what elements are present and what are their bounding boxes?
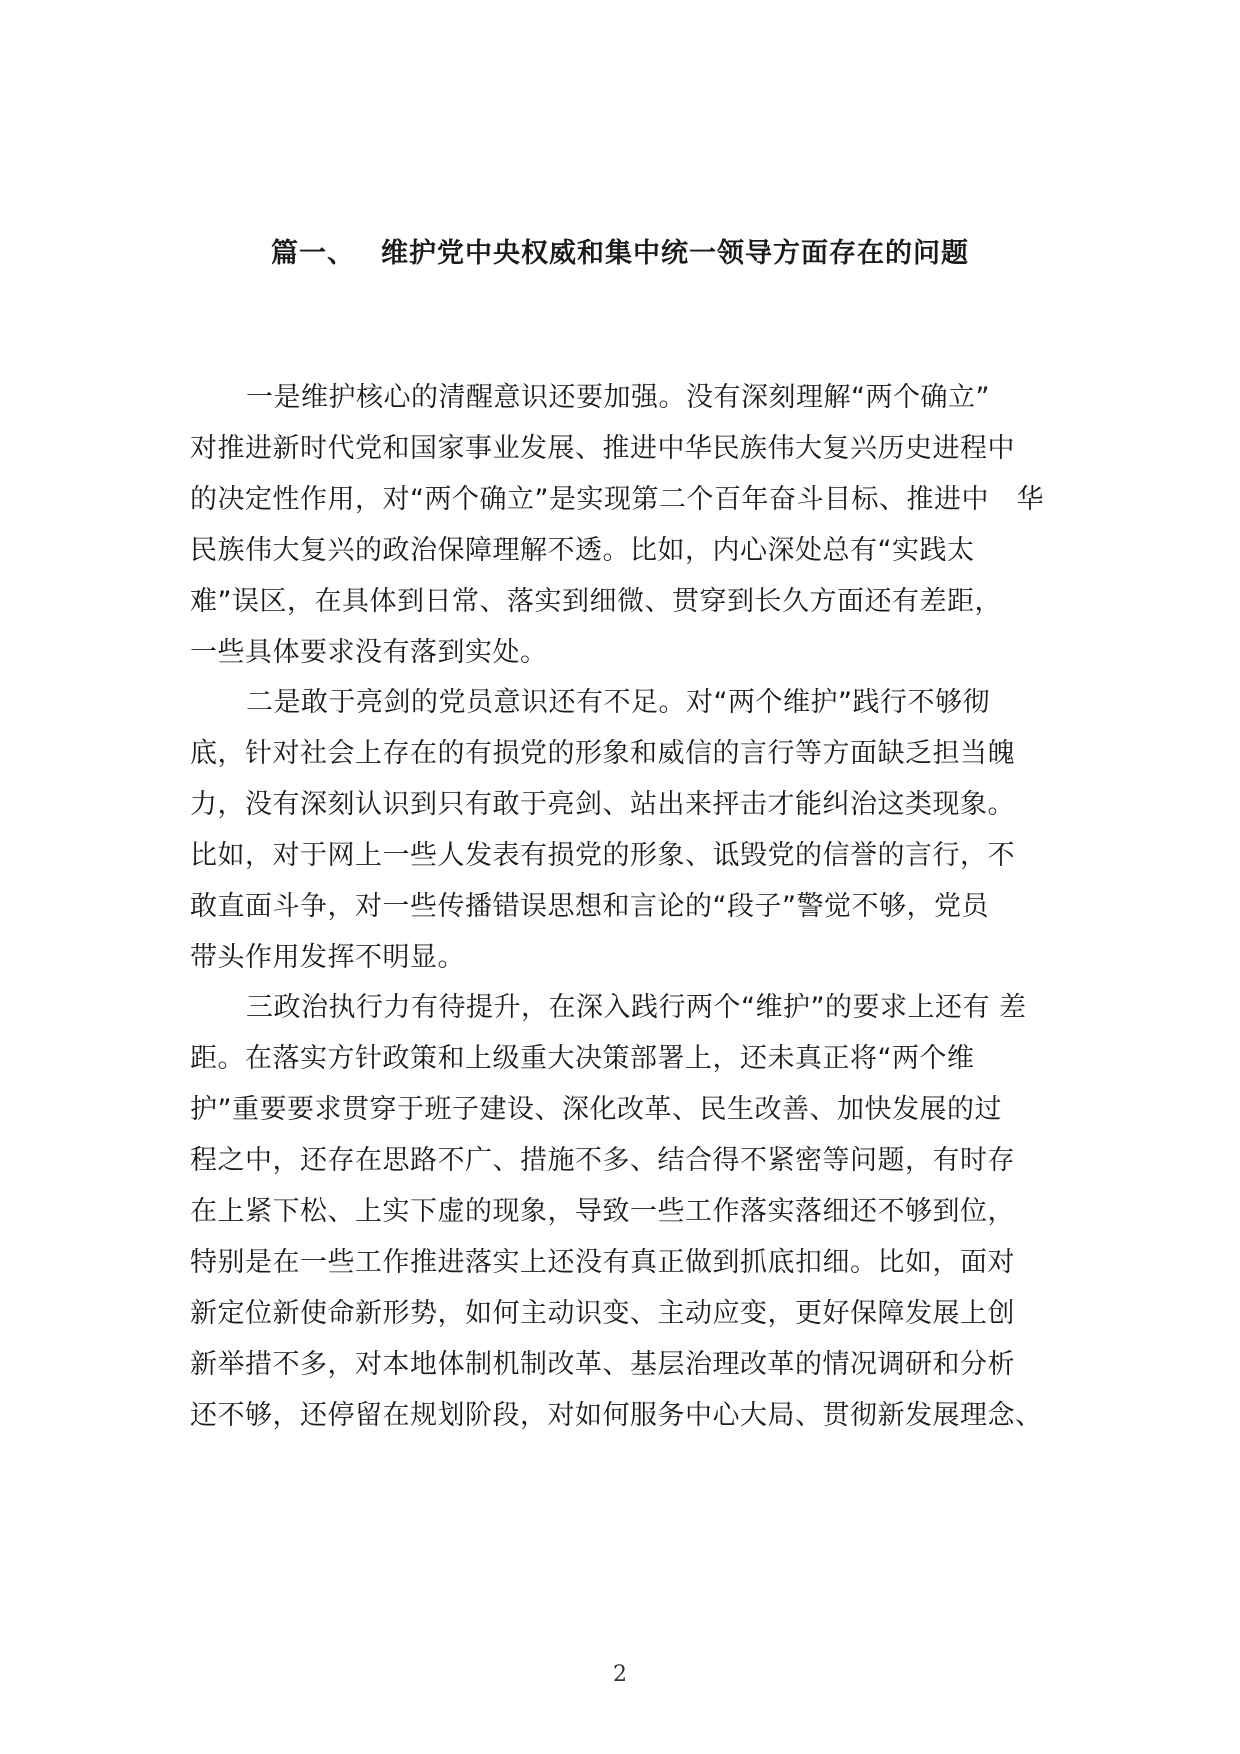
paragraph-3 [190,982,1090,1441]
paragraph-line: 特别是在一些工作推进落实上还没有真正做到抓底扣细。比如，面对 [190,1247,1015,1278]
section-heading: 维护党中央权威和集中统一领导方面存在的问题 [381,238,969,269]
paragraph-line: 新举措不多，对本地体制机制改革、基层治理改革的情况调研和分析 [190,1349,1015,1380]
paragraph-line: 在上紧下松、上实下虚的现象，导致一些工作落实落细还不够到位， [190,1196,1015,1227]
paragraph-line: 敢直面斗争，对一些传播错误思想和言论的“段子”警觉不够，党员 [190,891,989,922]
paragraph-line: 底，针对社会上存在的有损党的形象和威信的言行等方面缺乏担当魄 [190,738,1015,769]
paragraph-line: 带头作用发挥不明显。 [190,942,465,973]
paragraph-line: 一些具体要求没有落到实处。 [190,637,548,668]
paragraph-line: 距。在落实方针政策和上级重大决策部署上，还未真正将“两个维 [190,1043,975,1074]
section-title [0,234,1240,274]
paragraph-line: 的决定性作用，对“两个确立”是实现第二个百年奋斗目标、推进中 华 [190,484,1044,515]
paragraph-line: 新定位新使命新形势，如何主动识变、主动应变，更好保障发展上创 [190,1298,1015,1329]
section-number: 篇一、 [271,238,355,269]
page-number: 2 [613,1662,627,1687]
paragraph-2 [190,677,1090,983]
paragraph-line: 程之中，还存在思路不广、措施不多、结合得不紧密等问题，有时存 [190,1145,1015,1176]
paragraph-line: 还不够，还停留在规划阶段，对如何服务中心大局、贯彻新发展理念、 [190,1400,1043,1431]
paragraph-line: 二是敢于亮剑的党员意识还有不足。对“两个维护”践行不够彻 [246,687,990,718]
paragraph-line: 对推进新时代党和国家事业发展、推进中华民族伟大复兴历史进程中 [190,433,1015,464]
paragraph-line: 一是维护核心的清醒意识还要加强。没有深刻理解“两个确立” [246,382,990,413]
paragraph-line: 三政治执行力有待提升，在深入践行两个“维护”的要求上还有 差 [246,992,1027,1023]
paragraph-line: 民族伟大复兴的政治保障理解不透。比如，内心深处总有“实践太 [190,535,975,566]
paragraph-line: 护”重要要求贯穿于班子建设、深化改革、民生改善、加快发展的过 [190,1094,1002,1125]
paragraph-line: 比如，对于网上一些人发表有损党的形象、诋毁党的信誉的言行，不 [190,840,1015,871]
paragraph-line: 力，没有深刻认识到只有敢于亮剑、站出来抨击才能纠治这类现象。 [190,789,1015,820]
paragraph-1 [190,372,1090,678]
paragraph-line: 难”误区，在具体到日常、落实到细微、贯穿到长久方面还有差距， [190,586,1002,617]
